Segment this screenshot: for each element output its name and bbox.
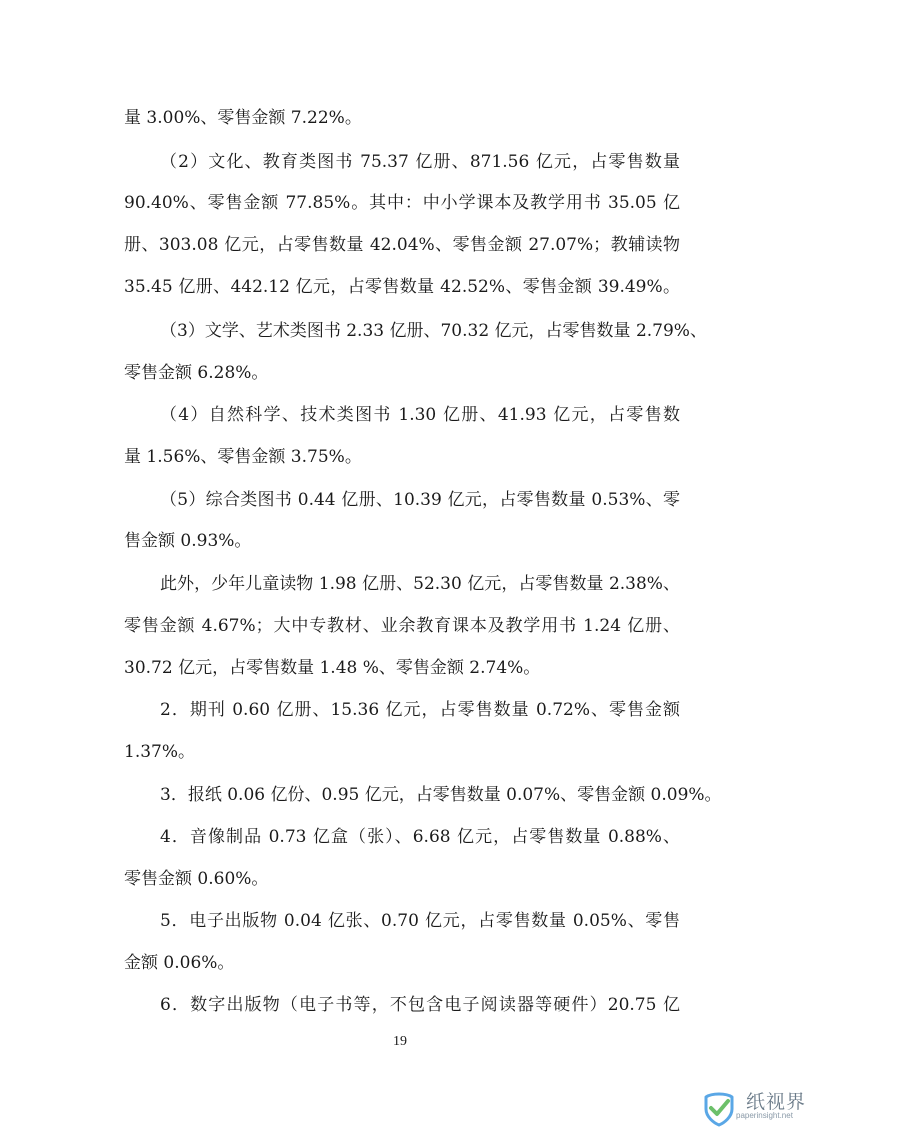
text-line-2: （2）文化、教育类图书 75.37 亿册、871.56 亿元，占零售数量	[160, 152, 680, 172]
watermark-name: 纸视界	[746, 1091, 807, 1113]
page-number: 19	[393, 1034, 407, 1049]
text-line-3: 90.40%、零售金额 77.85%。其中：中小学课本及教学用书 35.05 亿	[124, 193, 680, 213]
text-line-21: 金额 0.06%。	[124, 953, 235, 973]
text-line-22: 6．数字出版物（电子书等，不包含电子阅读器等硬件）20.75 亿	[160, 995, 680, 1015]
text-line-5: 35.45 亿册、442.12 亿元，占零售数量 42.52%、零售金额 39.49%。	[124, 277, 680, 297]
text-line-7: 零售金额 6.28%。	[124, 363, 269, 383]
text-line-20: 5．电子出版物 0.04 亿张、0.70 亿元，占零售数量 0.05%、零售	[160, 911, 680, 931]
text-line-19: 零售金额 0.60%。	[124, 869, 269, 889]
text-line-11: 售金额 0.93%。	[124, 531, 252, 551]
text-line-8: （4）自然科学、技术类图书 1.30 亿册、41.93 亿元，占零售数	[160, 405, 680, 425]
watermark	[702, 1087, 807, 1129]
text-line-6: （3）文学、艺术类图书 2.33 亿册、70.32 亿元，占零售数量 2.79%、	[160, 321, 707, 341]
text-line-17: 3．报纸 0.06 亿份、0.95 亿元，占零售数量 0.07%、零售金额 0.09%。	[160, 785, 722, 805]
text-line-1: 量 3.00%、零售金额 7.22%。	[124, 108, 362, 128]
text-line-10: （5）综合类图书 0.44 亿册、10.39 亿元，占零售数量 0.53%、零	[160, 490, 680, 510]
text-line-4: 册、303.08 亿元，占零售数量 42.04%、零售金额 27.07%；教辅读物	[124, 235, 680, 255]
text-line-12: 此外，少年儿童读物 1.98 亿册、52.30 亿元，占零售数量 2.38%、	[160, 574, 680, 594]
text-line-18: 4．音像制品 0.73 亿盒（张）、6.68 亿元，占零售数量 0.88%、	[160, 827, 680, 847]
watermark-logo-icon	[702, 1089, 736, 1127]
text-line-16: 1.37%。	[124, 742, 196, 762]
text-line-15: 2．期刊 0.60 亿册、15.36 亿元，占零售数量 0.72%、零售金额	[160, 700, 680, 720]
text-line-14: 30.72 亿元，占零售数量 1.48 %、零售金额 2.74%。	[124, 658, 541, 678]
text-line-9: 量 1.56%、零售金额 3.75%。	[124, 447, 362, 467]
text-line-13: 零售金额 4.67%；大中专教材、业余教育课本及教学用书 1.24 亿册、	[124, 616, 680, 636]
watermark-url: paperinsight.net	[736, 1111, 793, 1120]
